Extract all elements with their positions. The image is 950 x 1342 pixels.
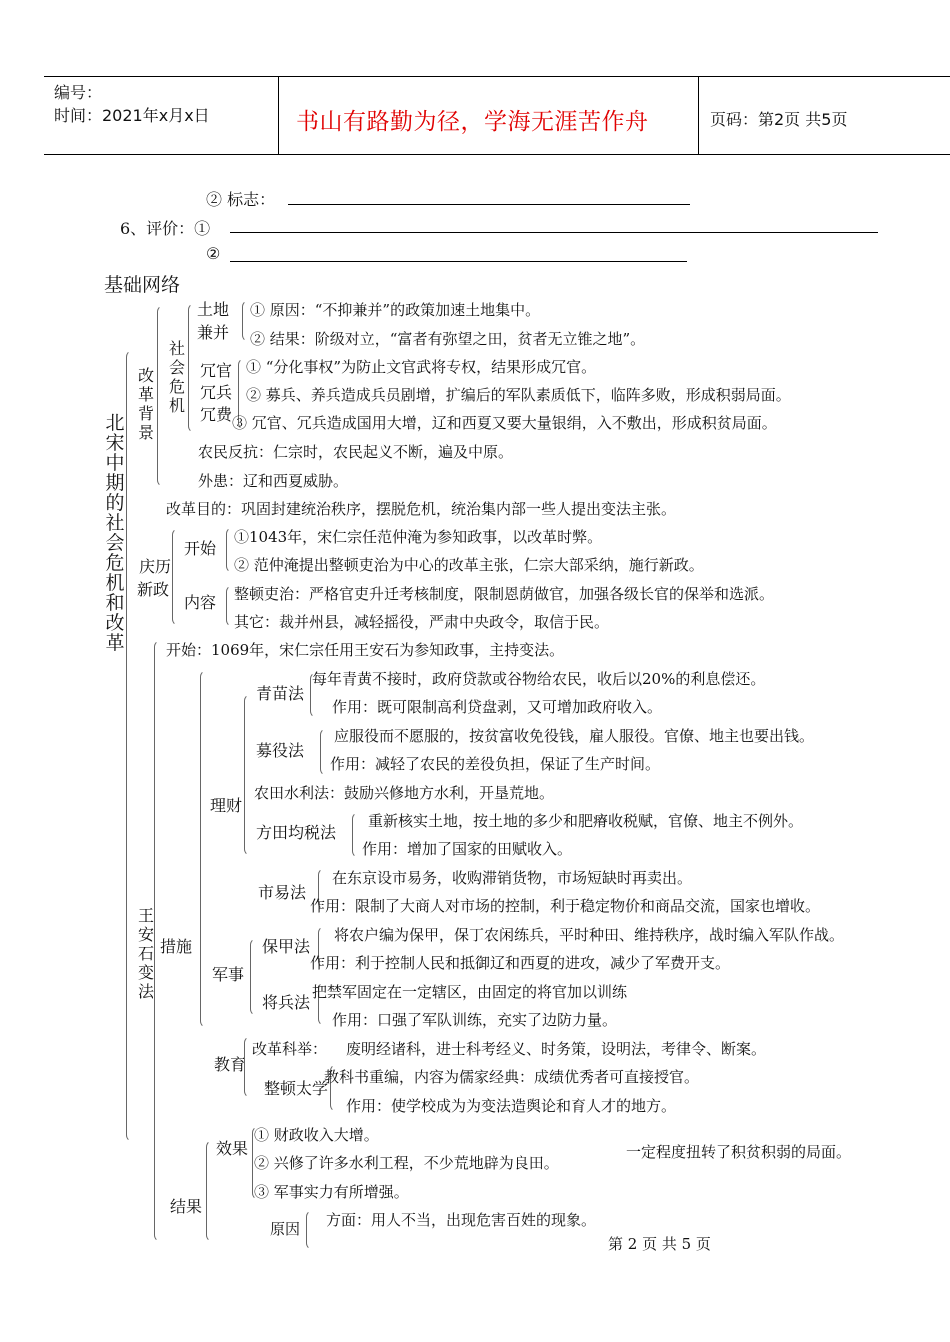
evaluation-label: 6、评价：① xyxy=(120,219,211,238)
qingli-content-1: 整顿吏治：严格官吏升迁考核制度，限制恩荫做官，加强各级长官的保举和选派。 xyxy=(234,585,775,603)
wang-start: 开始：1069年，宋仁宗任用王安石为参知政事，主持变法。 xyxy=(166,641,565,659)
fangtian-2: 作用：增加了国家的田赋收入。 xyxy=(362,840,573,858)
jiangbing-1: 把禁军固定在一定辖区，由固定的将官加以训练 xyxy=(312,983,628,1001)
header-divider-left xyxy=(278,76,279,155)
qingmiao-label: 青苗法 xyxy=(256,684,305,703)
muyi-label: 募役法 xyxy=(256,741,305,760)
header-top-rule xyxy=(44,76,950,77)
education-brace xyxy=(244,1036,251,1098)
fangtian-brace xyxy=(352,812,359,858)
cause-1: 方面：用人不当，出现危害百姓的现象。 xyxy=(326,1211,597,1229)
background-brace xyxy=(157,305,164,487)
land-cause: ① 原因：“不抑兼并”的政策加速土地集中。 xyxy=(250,301,541,319)
sign-label: ② 标志： xyxy=(206,190,276,209)
fangtian-label: 方田均税法 xyxy=(256,823,337,842)
evaluation-label-2: ② xyxy=(206,244,221,263)
cause-brace xyxy=(306,1210,313,1250)
qingli-label-1: 庆历 xyxy=(139,557,172,576)
qingli-content-2: 其它：裁并州县，减轻摇役，严肃中央政令，取信于民。 xyxy=(234,613,610,631)
qingmiao-2: 作用：既可限制高利贷盘剥，又可增加政府收入。 xyxy=(332,698,663,716)
peasant-resistance: 农民反抗：仁宗时，农民起义不断，遍及中原。 xyxy=(198,443,514,461)
effect-3: ③ 军事实力有所增强。 xyxy=(254,1183,409,1201)
redundant-line-3: ③ 冗官、冗兵造成国用大增，辽和西夏又要大量银绢，入不敷出，形成积贫局面。 xyxy=(232,414,777,432)
taixue-2: 作用：使学校成为为变法造舆论和育人才的地方。 xyxy=(346,1097,677,1115)
military-brace xyxy=(250,938,257,1016)
keju-label: 改革科举： xyxy=(252,1040,328,1058)
qingli-start-2: ② 范仲淹提出整顿吏治为中心的改革主张，仁宗大部采纳，施行新政。 xyxy=(234,556,704,574)
baojia-1: 将农户编为保甲，保丁农闲练兵，平时种田、维持秩序，战时编入军队作战。 xyxy=(334,926,845,944)
root-brace xyxy=(126,350,133,1142)
effect-2: ② 兴修了许多水利工程，不少荒地辟为良田。 xyxy=(254,1154,559,1172)
qingmiao-1: 每年青黄不接时，政府贷款或谷物给农民，收后以20%的利息偿还。 xyxy=(312,670,766,688)
section-title: 基础网络 xyxy=(104,274,181,296)
redundant-line-1: ① “分化事权”为防止文官武将专权，结果形成冗官。 xyxy=(246,358,597,376)
header-bottom-rule xyxy=(44,154,950,155)
jiangbing-label: 将兵法 xyxy=(262,993,311,1012)
finance-label: 理财 xyxy=(210,796,243,815)
redundant-expenses: 冗费 xyxy=(200,405,233,424)
redundant-officials: 冗官 xyxy=(200,361,233,380)
land-brace xyxy=(242,300,249,342)
page-footer: 第 2 页 共 5 页 xyxy=(608,1235,711,1253)
muyi-1: 应服役而不愿服的，按贫富收免役钱，雇人服役。官僚、地主也要出钱。 xyxy=(334,727,815,745)
redundant-soldiers: 冗兵 xyxy=(200,383,233,402)
header-motto: 书山有路勤为径，学海无涯苦作舟 xyxy=(296,109,649,135)
qingli-start-brace xyxy=(226,527,233,573)
qingli-content-label: 内容 xyxy=(184,593,217,612)
qingli-start-1: ①1043年，宋仁宗任范仲淹为参知政事，以改革时弊。 xyxy=(234,528,603,546)
root-topic: 北宋中期的社会危机和改革 xyxy=(105,412,125,654)
taixue-1: 教科书重编，内容为儒家经典：成绩优秀者可直接授官。 xyxy=(324,1068,700,1086)
land-label-1: 土地 xyxy=(197,300,230,319)
education-label: 教育 xyxy=(214,1055,247,1074)
qingli-start-label: 开始 xyxy=(184,539,217,558)
foreign-threat: 外患：辽和西夏威胁。 xyxy=(198,472,349,490)
evaluation-blank-1 xyxy=(230,232,878,233)
effect-1: ① 财政收入大增。 xyxy=(254,1126,379,1144)
jiangbing-2: 作用：口强了军队训练，充实了边防力量。 xyxy=(332,1011,618,1029)
land-result: ② 结果：阶级对立，“富者有弥望之田，贫者无立锥之地”。 xyxy=(250,330,646,348)
result-label: 结果 xyxy=(170,1197,203,1216)
measures-brace xyxy=(200,670,207,1028)
document-number-label: 编号： xyxy=(54,83,103,102)
document-date: 时间：2021年x月x日 xyxy=(54,106,210,125)
land-label-2: 兼并 xyxy=(197,323,230,342)
shiyi-2: 作用：限制了大商人对市场的控制，利于稳定物价和商品交流，国家也增收。 xyxy=(310,897,821,915)
crisis-brace xyxy=(188,303,195,433)
effect-summary: 一定程度扭转了积贫积弱的局面。 xyxy=(626,1143,852,1161)
measures-label: 措施 xyxy=(160,937,193,956)
finance-brace xyxy=(244,694,251,856)
effect-label: 效果 xyxy=(216,1139,249,1158)
header-divider-right xyxy=(698,76,699,155)
redundant-line-2: ② 募兵、养兵造成兵员剧增，扩编后的军队素质低下，临阵多败，形成积弱局面。 xyxy=(246,386,791,404)
keju-1: 废明经诸科，进士科考经义、时务策，设明法，考律令、断案。 xyxy=(346,1040,767,1058)
wang-label: 王安石变法 xyxy=(137,906,154,1001)
evaluation-blank-2 xyxy=(230,261,687,262)
reform-purpose: 改革目的：巩固封建统治秩序，摆脱危机，统治集内部一些人提出变法主张。 xyxy=(166,500,677,518)
muyi-brace xyxy=(320,728,327,776)
qingli-content-brace xyxy=(226,585,233,627)
military-label: 军事 xyxy=(212,965,245,984)
result-brace xyxy=(206,1140,213,1242)
fangtian-1: 重新核实土地，按土地的多少和肥瘠收税赋，官僚、地主不例外。 xyxy=(368,812,804,830)
qingli-label-2: 新政 xyxy=(137,580,170,599)
baojia-2: 作用：利于控制人民和抵御辽和西夏的进攻，减少了军费开支。 xyxy=(310,954,731,972)
qingli-brace xyxy=(172,528,179,626)
sign-blank xyxy=(288,204,690,205)
muyi-2: 作用：减轻了农民的差役负担，保证了生产时间。 xyxy=(330,755,661,773)
social-crisis-label: 社会危机 xyxy=(168,339,185,415)
shiyi-label: 市易法 xyxy=(258,883,307,902)
nongtian: 农田水利法：鼓励兴修地方水利，开垦荒地。 xyxy=(254,784,555,802)
baojia-label: 保甲法 xyxy=(262,937,311,956)
reform-background-label: 改革背景 xyxy=(137,366,154,442)
shiyi-1: 在东京设市易务，收购滞销货物，市场短缺时再卖出。 xyxy=(332,869,693,887)
cause-label: 原因 xyxy=(270,1220,301,1238)
taixue-label: 整顿太学 xyxy=(264,1079,329,1098)
page-number-label: 页码：第2页 共5页 xyxy=(710,110,848,129)
